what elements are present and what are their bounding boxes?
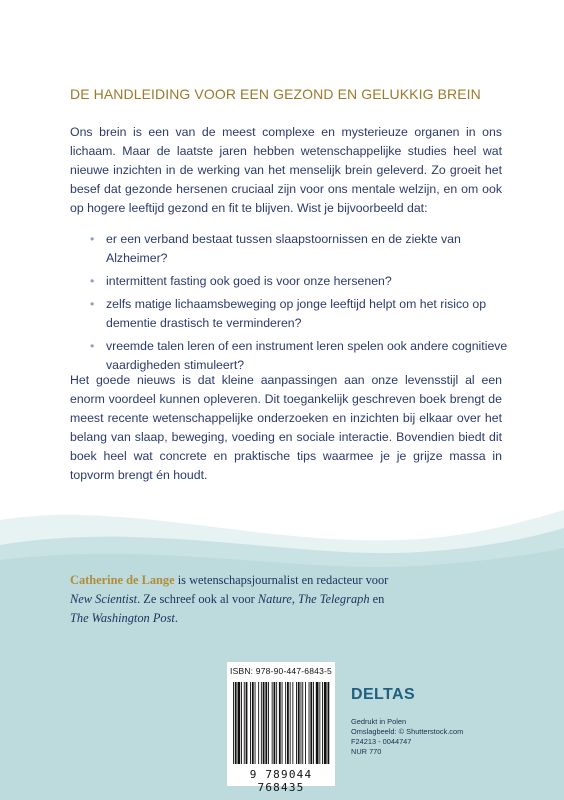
bullet-icon: • [90,274,95,288]
list-item: • vreemde talen leren of een instrument leren spelen ook andere cognitieve vaardigheden stimuleert? [90,339,508,372]
barcode-digits: 9 789044 768435 [249,768,313,794]
publication-name: The Washington Post [70,611,175,625]
author-name: Catherine de Lange [70,573,175,587]
bullet-list [90,230,510,379]
barcode-icon [231,682,331,764]
publication-name: New Scientist [70,592,138,606]
bullet-icon: • [90,339,95,353]
imprint-line: Omslagbeeld: © Shutterstock.com [351,727,464,736]
isbn-label: ISBN: 978-90-447-6843-5 [230,666,332,676]
publisher-logo: DELTAS [351,686,416,703]
publication-name: The Telegraph [298,592,370,606]
imprint-info [351,717,511,757]
bullet-icon: • [90,232,95,246]
summary-paragraph: Het goede nieuws is dat kleine aanpassingen aan onze levensstijl al een enorm voordeel kunnen opleveren. Dit toegankelijk geschreven boek brengt de meest recente wetenschappelijke onderzoeken en inzichten bij elkaar over het belang van slaap, beweging, voeding en sociale interactie. Bovendien biedt dit boek heel wat concrete en praktische tips waarmee je je grijze massa in topvorm brengt én houdt. [70,373,502,482]
intro-paragraph: Ons brein is een van de meest complexe en mysterieuze organen in ons lichaam. Maar de laatste jaren hebben wetenschappelijke studies heel wat nieuwe inzichten in de werking van het menselijk brein geleverd. Zo groeit het besef dat gezonde hersenen cruciaal zijn voor ons mentale welzijn, en om ook op hogere leeftijd gezond en fit te blijven. Wist je bijvoorbeeld dat: [70,125,502,215]
list-item: • er een verband bestaat tussen slaapstoornissen en de ziekte van Alzheimer? [90,232,461,265]
barcode-block [227,662,335,794]
list-item: • zelfs matige lichaamsbeweging op jonge leeftijd helpt om het risico op dementie drastisch te verminderen? [90,297,487,330]
imprint-line: F24213 - 0044747 [351,737,412,746]
imprint-line: Gedrukt in Polen [351,717,407,726]
bullet-icon: • [90,297,95,311]
list-item: • intermittent fasting ook goed is voor onze hersenen? [90,272,510,291]
publication-name: Nature [257,592,292,606]
author-bio: Catherine de Lange is wetenschapsjournalist en redacteur voor New Scientist. Ze schreef ook al voor Nature, The Telegraph en The Washington Post. [70,573,389,625]
cover-heading: DE HANDLEIDING VOOR EEN GEZOND EN GELUKKIG BREIN [70,86,481,102]
imprint-line: NUR 770 [351,747,382,756]
